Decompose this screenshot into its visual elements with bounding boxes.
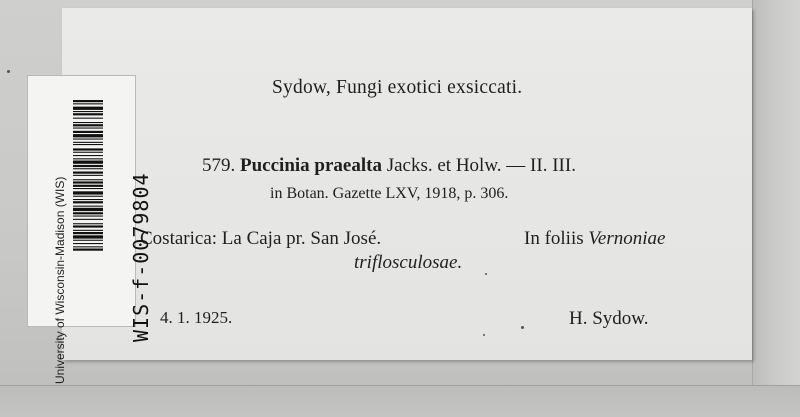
barcode-bar: [73, 191, 103, 194]
host-line: [524, 228, 665, 250]
barcode-bar: [73, 208, 103, 211]
barcode-bar: [73, 118, 103, 119]
barcode-bar: [73, 168, 103, 169]
specimen-id: WIS-f-0079804: [129, 172, 153, 342]
species-name: Puccinia praealta: [240, 155, 382, 176]
barcode-bar: [73, 158, 103, 159]
host-prefix: In foliis: [524, 228, 584, 249]
collection-date: 4. 1. 1925.: [160, 308, 233, 327]
barcode-bar: [73, 148, 103, 150]
barcode-bar: [73, 219, 103, 220]
barcode-bar: [73, 179, 103, 180]
species-authority: Jacks. et Holw. — II. III.: [386, 155, 576, 176]
species-number: 579.: [202, 155, 236, 176]
barcode-bar: [73, 172, 103, 174]
barcode-bar: [73, 249, 103, 251]
packet-flap: [752, 0, 800, 417]
barcode-bar: [73, 124, 103, 126]
paper-speck: [483, 334, 485, 336]
barcode: [73, 100, 103, 310]
paper-speck: [521, 326, 524, 329]
barcode-bar: [73, 128, 103, 129]
barcode-label: [27, 75, 153, 384]
barcode-bar: [73, 199, 103, 200]
barcode-bar: [73, 175, 103, 176]
barcode-bar: [73, 243, 103, 244]
barcode-bar: [73, 188, 103, 189]
barcode-bar: [73, 230, 103, 231]
barcode-bar: [73, 165, 103, 167]
barcode-bar: [73, 144, 103, 145]
barcode-bar: [73, 134, 103, 137]
barcode-bar: [73, 201, 103, 203]
barcode-bar: [73, 131, 103, 133]
barcode-bar: [73, 139, 103, 140]
locality: Costarica: La Caja pr. San José.: [140, 228, 382, 249]
exsiccata-label: [62, 8, 752, 360]
barcode-bar: [73, 196, 103, 197]
collector: H. Sydow.: [569, 308, 649, 329]
barcode-bar: [73, 152, 103, 153]
barcode-bar: [73, 232, 103, 234]
barcode-bar: [73, 103, 103, 104]
paper-speck: [485, 273, 487, 275]
barcode-bar: [73, 235, 103, 238]
host-epithet: triflosculosae.: [354, 252, 463, 273]
barcode-bar: [73, 122, 103, 123]
barcode-bar: [73, 225, 103, 227]
institution-name: University of Wisconsin-Madison (WIS): [53, 176, 67, 384]
barcode-bar: [73, 100, 103, 102]
series-title: Sydow, Fungi exotici exsiccati.: [272, 77, 523, 98]
barcode-bar: [73, 206, 103, 207]
species-line: [202, 155, 576, 177]
barcode-bar: [73, 181, 103, 183]
host-genus: Vernoniae: [588, 228, 666, 249]
publication-reference: in Botan. Gazette LXV, 1918, p. 306.: [270, 185, 509, 202]
packet-bottom-fold: [0, 385, 800, 417]
barcode-bar: [73, 107, 103, 110]
barcode-bar: [73, 185, 103, 187]
barcode-bar: [73, 246, 103, 247]
barcode-bar: [73, 155, 103, 156]
barcode-bar: [73, 216, 103, 217]
paper-speck: [7, 70, 10, 73]
barcode-bar: [73, 240, 103, 241]
barcode-bar: [73, 212, 103, 214]
barcode-bar: [73, 111, 103, 112]
barcode-bar: [73, 161, 103, 164]
barcode-bar: [73, 223, 103, 224]
barcode-bar: [73, 113, 103, 115]
barcode-bar: [73, 142, 103, 143]
